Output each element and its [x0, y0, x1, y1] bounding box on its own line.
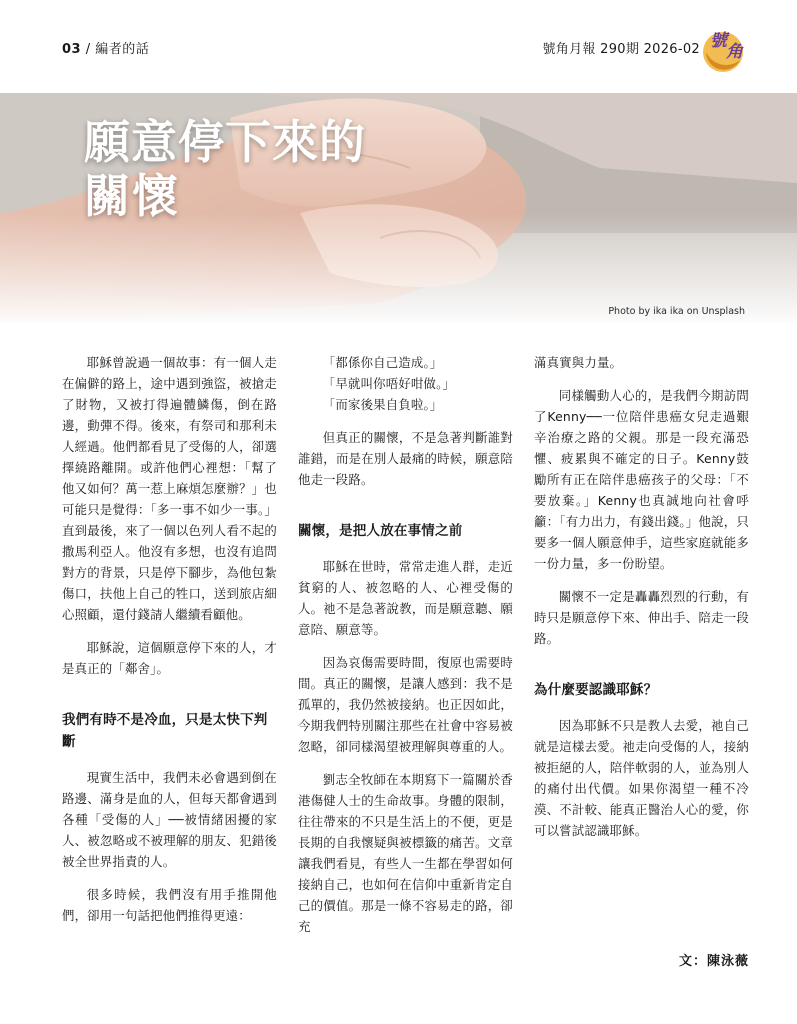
subheading: 我們有時不是冷血，只是太快下判斷	[62, 712, 268, 750]
page-header	[0, 0, 797, 78]
page-section-label	[62, 38, 149, 57]
logo-text-1: 號	[710, 31, 727, 51]
logo-text-2: 角	[726, 42, 743, 62]
column-2	[298, 352, 513, 949]
section-name: 編者的話	[95, 42, 150, 57]
title-line-1: 願意停下來的	[84, 115, 366, 169]
column-3	[534, 352, 749, 853]
article-body	[62, 352, 750, 972]
paragraph: 但真正的關懷，不是急著判斷誰對誰錯，而是在別人最痛的時候，願意陪他走一段路。	[298, 430, 513, 487]
photo-credit: Photo by ika ika on Unsplash	[608, 306, 745, 317]
title-line-2: 關懷	[84, 169, 180, 224]
separator: /	[85, 42, 91, 57]
paragraph: 同樣觸動人心的，是我們今期訪問了Kenny──一位陪伴患癌女兒走過艱辛治療之路的父親。那是一段充滿恐懼、疲累與不確定的日子。Kenny鼓勵所有正在陪伴患癌孩子的父母：「不要放棄。」Kenny也真誠地向社會呼籲：「有力出力，有錢出錢。」他說，只要多一個人願意伸手，這些家庭就能多一份力量，多一份盼望。	[534, 388, 749, 571]
article-title	[84, 115, 366, 224]
page-number: 03	[62, 42, 82, 57]
paragraph: 關懷不一定是轟轟烈烈的行動，有時只是願意停下來、伸出手、陪走一段路。	[534, 589, 749, 646]
hero-image	[0, 93, 797, 323]
subheading: 為什麼要認識耶穌？	[534, 682, 658, 698]
paragraph-continued: 滿真實與力量。	[534, 355, 623, 370]
column-1	[62, 352, 277, 938]
quote-line: 「而家後果自負啦。」	[322, 397, 443, 412]
paragraph: 很多時候，我們沒有用手推開他們，卻用一句話把他們推得更遠：	[62, 887, 277, 923]
paragraph: 耶穌在世時，常常走進人群，走近貧窮的人、被忽略的人、心裡受傷的人。祂不是急著說教，而是願意聽、願意陪、願意等。	[298, 559, 513, 637]
subheading: 關懷，是把人放在事情之前	[298, 523, 463, 539]
paragraph: 因為耶穌不只是教人去愛，祂自己就是這樣去愛。祂走向受傷的人，接納被拒絕的人，陪伴軟弱的人，並為別人的痛付出代價。如果你渴望一種不冷漠、不計較、能真正醫治人心的愛，你可以嘗試認識耶穌。	[534, 718, 749, 838]
quote-line: 「都係你自己造成。」	[322, 355, 443, 370]
magazine-logo	[698, 22, 750, 74]
author-byline: 文：陳泳薇	[678, 954, 749, 969]
paragraph: 因為哀傷需要時間，復原也需要時間。真正的關懷，是讓人感到：我不是孤單的，我仍然被接納。也正因如此，今期我們特別關注那些在社會中容易被忽略，卻同樣渴望被理解與尊重的人。	[298, 655, 513, 754]
paragraph: 耶穌曾說過一個故事：有一個人走在偏僻的路上，途中遇到強盜，被搶走了財物，又被打得遍體鱗傷，倒在路邊，動彈不得。後來，有祭司和那利未人經過。他們都看見了受傷的人，卻選擇繞路離開。或許他們心裡想：「幫了他又如何？萬一惹上麻煩怎麼辦？」也可能只是覺得：「多一事不如少一事。」直到最後，來了一個以色列人看不起的撒馬利亞人。他沒有多想，也沒有追問對方的背景，只是停下腳步，為他包紮傷口，扶他上自己的牲口，送到旅店細心照顧，還付錢請人繼續看顧他。	[62, 355, 277, 622]
quote-line: 「早就叫你唔好咁做。」	[322, 376, 456, 391]
paragraph: 劉志全牧師在本期寫下一篇關於香港傷健人士的生命故事。身體的限制，往往帶來的不只是生活上的不便，更是長期的自我懷疑與被標籤的痛苦。文章讓我們看見，有些人一生都在學習如何接納自己，也如何在信仰中重新肯定自己的價值。那是一條不容易走的路，卻充	[298, 772, 513, 934]
paragraph: 現實生活中，我們未必會遇到倒在路邊、滿身是血的人，但每天都會遇到各種「受傷的人」──被情緒困擾的家人、被忽略或不被理解的朋友、犯錯後被全世界指責的人。	[62, 770, 277, 869]
issue-info: 號角月報 290期 2026-02	[542, 42, 700, 57]
paragraph: 耶穌說，這個願意停下來的人，才是真正的「鄰舍」。	[62, 640, 277, 676]
